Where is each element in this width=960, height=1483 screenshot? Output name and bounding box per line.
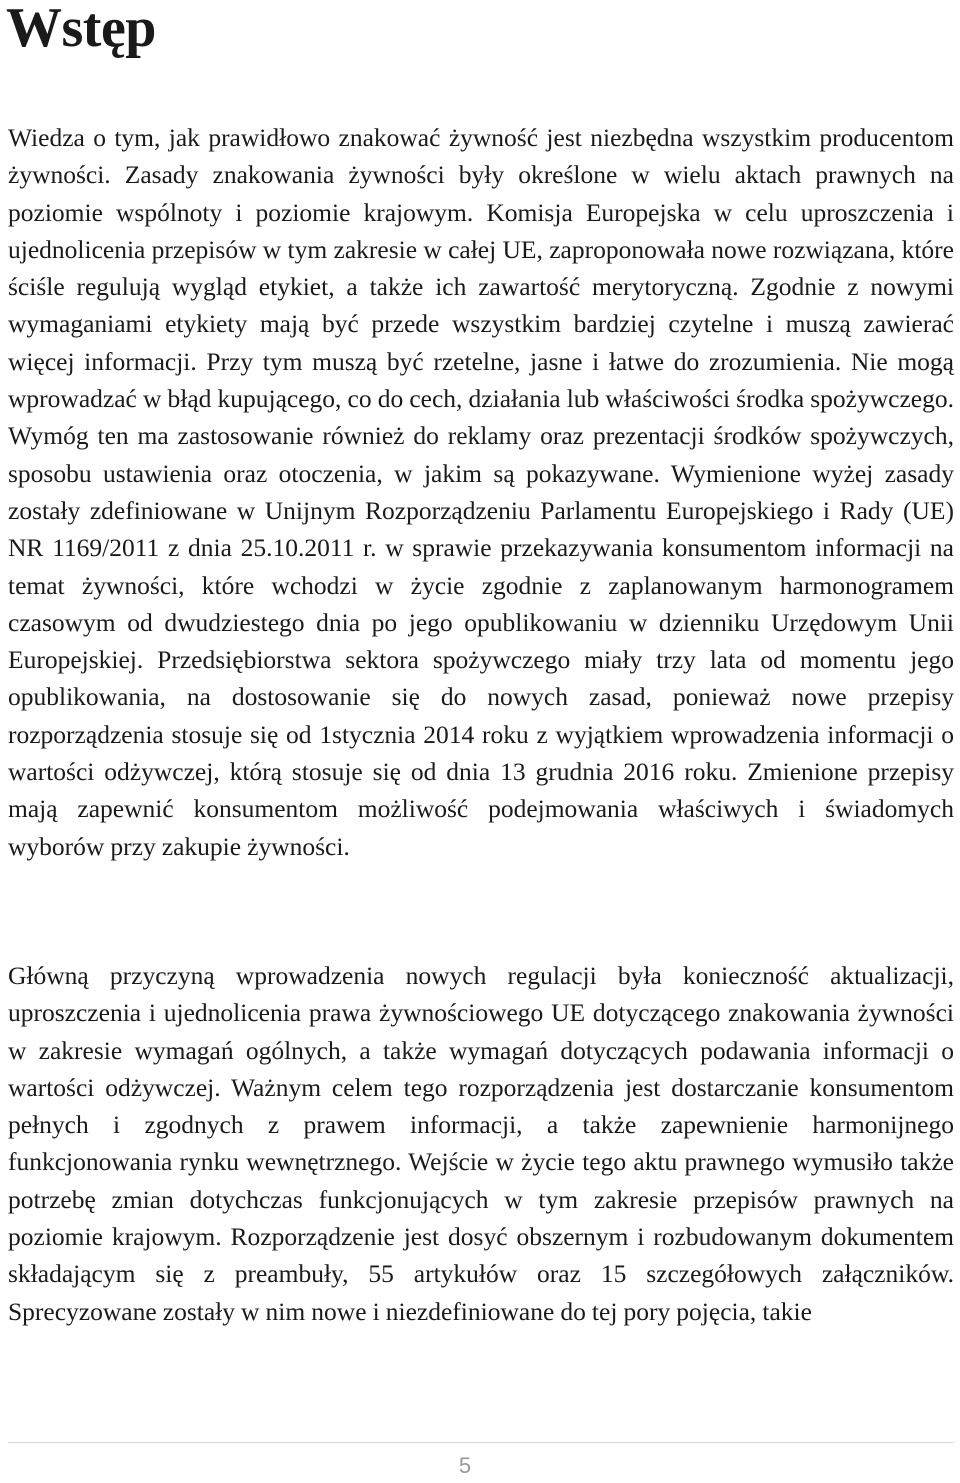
page-title: Wstęp (6, 0, 156, 59)
paragraph-2: Główną przyczyną wprowadzenia nowych regulacji była konieczność aktualizacji, uproszczenia i ujednolicenia prawa żywnościowego UE dotyczącego znakowania żywności w zakresie wymagań ogólnych, a także wymagań dotyczących podawania informacji o wartości odżywczej. Ważnym celem tego rozporządzenia jest dostarczanie konsumentom pełnych i zgodnych z prawem informacji, a także zapewnienie harmonijnego funkcjonowania rynku wewnętrznego. Wejście w życie tego aktu prawnego wymusiło także potrzebę zmian dotychczas funkcjonujących w tym zakresie przepisów prawnych na poziomie krajowym. Rozporządzenie jest dosyć obszernym i rozbudowanym dokumentem składającym się z preambuły, 55 artykułów oraz 15 szczegółowych załączników. Sprecyzowane zostały w nim nowe i niezdefiniowane do tej pory pojęcia, takie (8, 961, 954, 1326)
page-number: 5 (458, 1453, 472, 1478)
footer-divider (8, 1442, 954, 1443)
paragraph-1: Wiedza o tym, jak prawidłowo znakować żywność jest niezbędna wszystkim producentom żywności. Zasady znakowania żywności były określone w wielu aktach prawnych na poziomie wspólnoty i poziomie krajowym. Komisja Europejska w celu uproszczenia i ujednolicenia przepisów w tym zakresie w całej UE, zaproponowała nowe rozwiązana, które ściśle regulują wygląd etykiet, a także ich zawartość merytoryczną. Zgodnie z nowymi wymaganiami etykiety mają być przede wszystkim bardziej czytelne i muszą zawierać więcej informacji. Przy tym muszą być rzetelne, jasne i łatwe do zrozumienia. Nie mogą wprowadzać w błąd kupującego, co do cech, działania lub właściwości środka spożywczego. Wymóg ten ma zastosowanie również do reklamy oraz prezentacji środków spożywczych, sposobu ustawienia oraz otoczenia, w jakim są pokazywane. Wymienione wyżej zasady zostały zdefiniowane w Unijnym Rozporządzeniu Parlamentu Europejskiego i Rady (UE) NR 1169/2011 z dnia 25.10.2011 r. w sprawie przekazywania konsumentom informacji na temat żywności, które wchodzi w życie zgodnie z zaplanowanym harmonogramem czasowym od dwudziestego dnia po jego opublikowaniu w dzienniku Urzędowym Unii Europejskiej. Przedsiębiorstwa sektora spożywczego miały trzy lata od momentu jego opublikowania, na dostosowanie się do nowych zasad, ponieważ nowe przepisy rozporządzenia stosuje się od 1stycznia 2014 roku z wyjątkiem wprowadzenia informacji o wartości odżywczej, którą stosuje się od dnia 13 grudnia 2016 roku. Zmienione przepisy mają zapewnić konsumentom możliwość podejmowania właściwych i świadomych wyborów przy zakupie żywności. (8, 123, 954, 861)
